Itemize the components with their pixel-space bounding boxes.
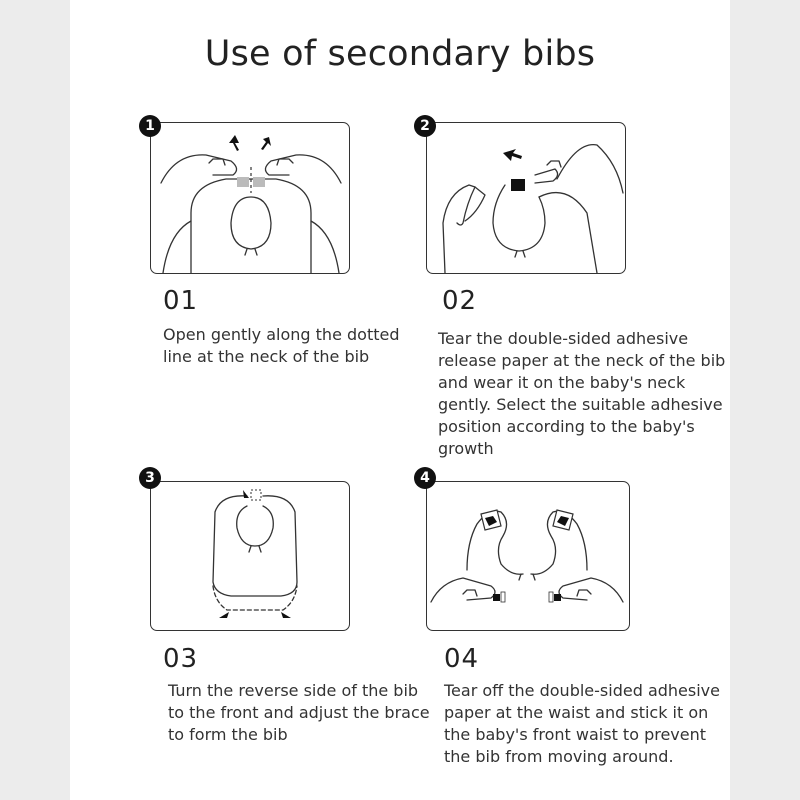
step-4-line-1: Tear off the double-sided adhesive xyxy=(444,681,720,700)
bib-waist-adhesive-drawing xyxy=(427,482,627,632)
bib-open-neck-drawing xyxy=(151,123,351,273)
step-2-line-3: and wear it on the baby's neck xyxy=(438,373,686,392)
step-4-number: 04 xyxy=(444,644,480,674)
step-3-description xyxy=(168,680,430,746)
step-4-line-2: paper at the waist and stick it on xyxy=(444,703,709,722)
step-1-line-2: line at the neck of the bib xyxy=(163,347,370,366)
step-2-line-4: gently. Select the suitable adhesive xyxy=(438,395,723,414)
step-3-line-3: to form the bib xyxy=(168,725,288,744)
step-1-line-1: Open gently along the dotted xyxy=(163,325,400,344)
step-2-badge: 2 xyxy=(414,115,436,137)
step-1-badge: 1 xyxy=(139,115,161,137)
step-3-line-1: Turn the reverse side of the bib xyxy=(168,681,419,700)
step-2-line-5: position according to the baby's xyxy=(438,417,695,436)
step-4-line-3: the baby's front waist to prevent xyxy=(444,725,707,744)
step-3-badge: 3 xyxy=(139,467,161,489)
step-3-line-2: to the front and adjust the brace xyxy=(168,703,430,722)
bib-reverse-brace-drawing xyxy=(151,482,351,632)
step-1-description xyxy=(163,324,400,368)
step-3-illustration xyxy=(150,481,350,631)
step-2-line-1: Tear the double-sided adhesive xyxy=(438,329,689,348)
page-title: Use of secondary bibs xyxy=(204,34,596,74)
step-1-illustration xyxy=(150,122,350,274)
step-2-description xyxy=(438,328,725,460)
bib-release-paper-drawing xyxy=(427,123,627,273)
step-1-number: 01 xyxy=(163,286,199,316)
step-4-illustration xyxy=(426,481,630,631)
step-2-illustration xyxy=(426,122,626,274)
step-2-line-6: growth xyxy=(438,439,494,458)
step-4-line-4: the bib from moving around. xyxy=(444,747,674,766)
step-2-number: 02 xyxy=(442,286,478,316)
step-2-line-2: release paper at the neck of the bib xyxy=(438,351,726,370)
step-4-badge: 4 xyxy=(414,467,436,489)
step-4-description xyxy=(444,680,720,768)
instruction-page xyxy=(70,0,730,800)
step-3-number: 03 xyxy=(163,644,199,674)
